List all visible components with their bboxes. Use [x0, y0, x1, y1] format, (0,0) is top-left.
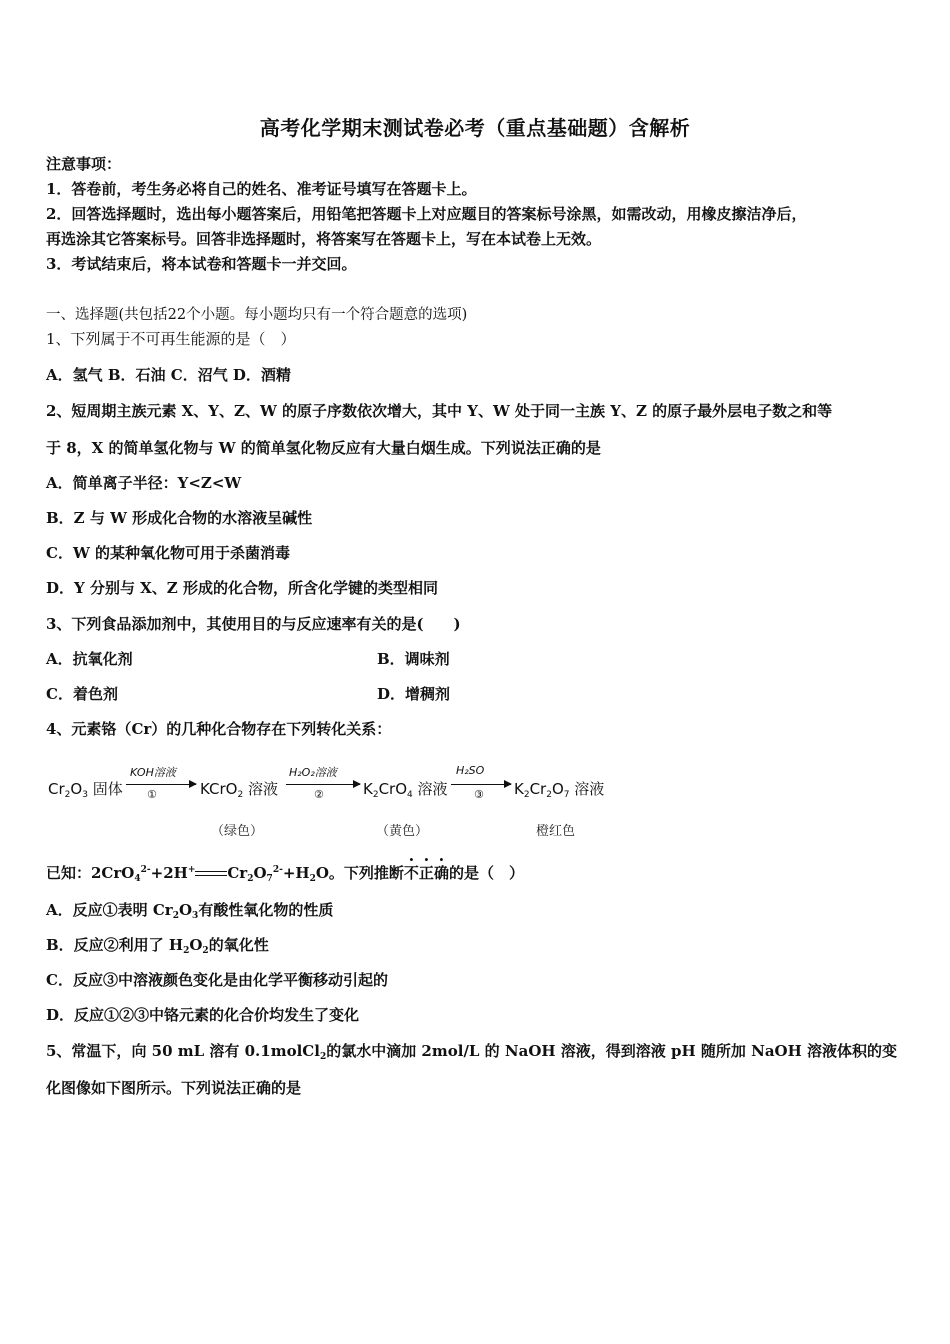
- document-title: 高考化学期末测试卷必考（重点基础题）含解析: [259, 116, 691, 140]
- species-kcro2: KCrO$_2$ 溶液: [200, 780, 278, 800]
- q3-option-c: C．着色剂: [46, 685, 118, 703]
- step-1-number: ①: [147, 788, 157, 801]
- step-2-number: ②: [314, 788, 324, 801]
- arrow-1: [126, 784, 196, 786]
- reagent-3-label: H₂SO: [456, 764, 485, 777]
- notice-item-2b: 再选涂其它答案标号。回答非选择题时，将答案写在答题卡上，写在本试卷上无效。: [46, 230, 602, 248]
- color-label-orange-red: 橙红色: [536, 824, 576, 839]
- species-cr2o3: $Cr_2O_3$ 固体: [48, 780, 123, 800]
- reagent-1-label: KOH溶液: [130, 766, 176, 779]
- arrow-2: [286, 784, 360, 786]
- q4-option-a: A．反应①表明 $Cr_2O_3$有酸性氧化物的性质: [46, 901, 334, 921]
- q4-known-condition: 已知：2CrO$_4^{2-}$+2H+ $Cr_2O_7^{2-}+H_2O$。下列推断不正确的是（ ）: [46, 864, 524, 884]
- q5-stem-a: 5、常温下，向 50 mL 溶有 0.1molCl$_2$的氯水中滴加 2mol/L 的 NaOH 溶液，得到溶液 pH 随所加 NaOH 溶液体积的变: [46, 1042, 898, 1062]
- q3-option-b: B．调味剂: [377, 650, 450, 668]
- q2-option-c: C．W 的某种氧化物可用于杀菌消毒: [46, 544, 291, 562]
- q4-option-b: B．反应②利用了 $H_2O_2$的氧化性: [46, 936, 269, 956]
- q5-stem-b: 化图像如下图所示。下列说法正确的是: [46, 1079, 302, 1097]
- equilibrium-arrow: [195, 868, 227, 880]
- q3-stem: 3、下列食品添加剂中，其使用目的与反应速率有关的是( ): [46, 615, 461, 633]
- q2-stem-b: 于 8，X 的简单氢化物与 W 的简单氢化物反应有大量白烟生成。下列说法正确的是: [46, 439, 601, 457]
- q1-options: A．氢气 B．石油 C．沼气 D．酒精: [46, 366, 291, 384]
- q3-option-a: A．抗氧化剂: [46, 650, 133, 668]
- q1-stem: 1、下列属于不可再生能源的是（ ）: [46, 330, 296, 348]
- q2-stem-a: 2、短周期主族元素 X、Y、Z、W 的原子序数依次增大，其中 Y、W 处于同一主族 Y、Z 的原子最外层电子数之和等: [46, 402, 833, 420]
- reagent-2-label: H₂O₂溶液: [289, 766, 337, 779]
- q4-option-d: D．反应①②③中铬元素的化合价均发生了变化: [46, 1006, 360, 1024]
- conversion-scheme: [46, 756, 626, 846]
- species-k2cr2o7: $K_2Cr_2O_7$ 溶液: [514, 780, 605, 800]
- notice-item-3: 3．考试结束后，将本试卷和答题卡一并交回。: [46, 255, 357, 273]
- color-label-green: （绿色）: [211, 824, 264, 839]
- notice-item-1: 1．答卷前，考生务必将自己的姓名、准考证号填写在答题卡上。: [46, 180, 477, 198]
- species-k2cro4: $K_2CrO_4$ 溶液: [363, 780, 448, 800]
- step-3-number: ③: [474, 788, 484, 801]
- q4-option-c: C．反应③中溶液颜色变化是由化学平衡移动引起的: [46, 971, 388, 989]
- q2-option-d: D．Y 分别与 X、Z 形成的化合物，所含化学键的类型相同: [46, 579, 438, 597]
- notice-item-2a: 2．回答选择题时，选出每小题答案后，用铅笔把答题卡上对应题目的答案标号涂黑，如需改动，用橡皮擦洁净后，: [46, 205, 807, 223]
- q3-option-d: D．增稠剂: [377, 685, 451, 703]
- arrow-3: [451, 784, 511, 786]
- notice-heading: 注意事项：: [46, 155, 122, 173]
- section-heading: 一、选择题(共包括22个小题。每小题均只有一个符合题意的选项): [46, 307, 468, 323]
- q2-option-a: A．简单离子半径：Y<Z<W: [46, 474, 242, 492]
- q4-stem: 4、元素铬（Cr）的几种化合物存在下列转化关系：: [46, 720, 392, 738]
- color-label-yellow: （黄色）: [376, 824, 429, 839]
- q2-option-b: B．Z 与 W 形成化合物的水溶液呈碱性: [46, 509, 313, 527]
